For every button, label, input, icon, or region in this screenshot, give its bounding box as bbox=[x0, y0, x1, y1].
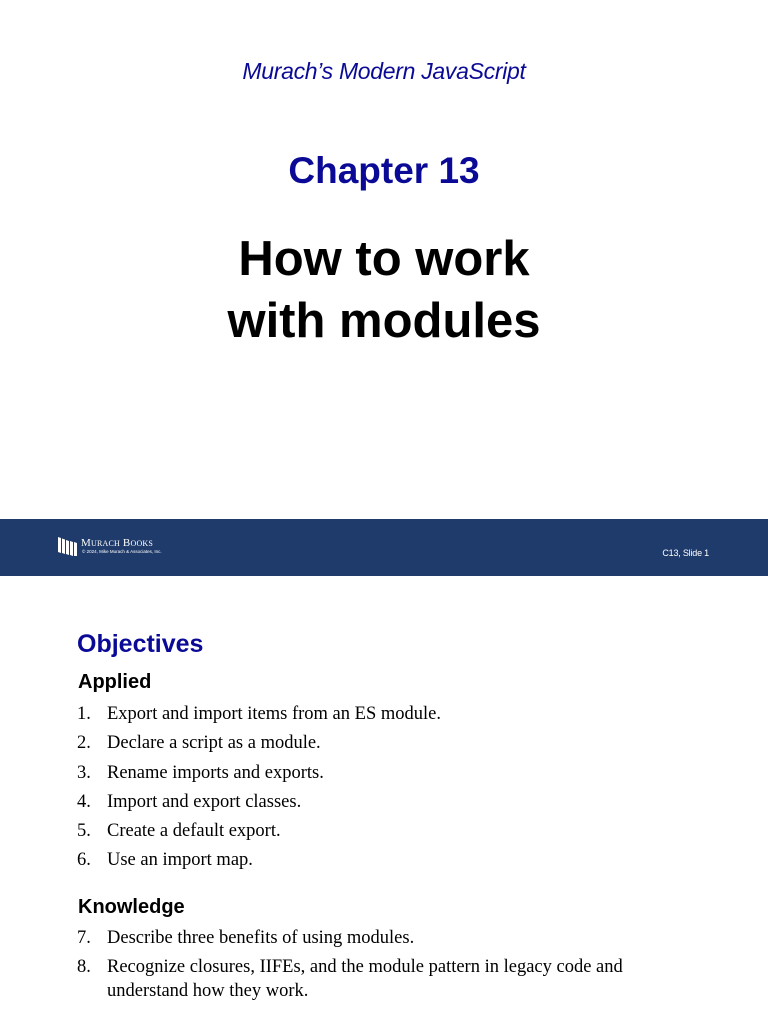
list-item bbox=[77, 926, 667, 950]
logo-name: Murach Books bbox=[81, 537, 154, 549]
item-number: 5. bbox=[77, 821, 91, 842]
list-item bbox=[77, 702, 667, 726]
knowledge-heading: Knowledge bbox=[78, 896, 185, 918]
item-text: Recognize closures, IIFEs, and the module pattern in legacy code and understand how they work. bbox=[107, 957, 623, 1002]
murach-logo bbox=[58, 537, 162, 556]
list-item bbox=[77, 848, 667, 872]
list-item bbox=[77, 955, 667, 1003]
chapter-title-line-1: How to work bbox=[238, 232, 530, 286]
item-text: Describe three benefits of using modules. bbox=[107, 928, 415, 948]
chapter-number: Chapter 13 bbox=[288, 150, 480, 191]
item-number: 3. bbox=[77, 762, 91, 783]
item-text: Export and import items from an ES module. bbox=[107, 704, 441, 724]
footer-banner bbox=[0, 519, 768, 576]
item-number: 1. bbox=[77, 704, 91, 724]
slide-number: C13, Slide 1 bbox=[662, 548, 709, 558]
book-title: Murach’s Modern JavaScript bbox=[242, 58, 526, 84]
item-text: Import and export classes. bbox=[107, 791, 302, 812]
item-text: Declare a script as a module. bbox=[107, 733, 321, 754]
item-number: 6. bbox=[77, 850, 91, 871]
knowledge-list bbox=[77, 926, 667, 1009]
item-number: 8. bbox=[77, 957, 91, 978]
item-number: 2. bbox=[77, 733, 91, 754]
list-item bbox=[77, 731, 667, 755]
logo-copyright: © 2024, Mike Murach & Associates, Inc. bbox=[82, 549, 162, 554]
applied-heading: Applied bbox=[78, 671, 152, 693]
item-number: 7. bbox=[77, 928, 91, 948]
list-item bbox=[77, 819, 667, 843]
objectives-heading: Objectives bbox=[77, 630, 204, 658]
item-text: Create a default export. bbox=[107, 821, 281, 842]
list-item bbox=[77, 790, 667, 814]
murach-books-icon bbox=[58, 537, 77, 556]
item-text: Rename imports and exports. bbox=[107, 762, 324, 783]
list-item bbox=[77, 761, 667, 785]
item-text: Use an import map. bbox=[107, 850, 253, 871]
chapter-title-line-2: with modules bbox=[227, 294, 541, 348]
chapter-title bbox=[0, 228, 768, 352]
applied-list bbox=[77, 702, 667, 878]
item-number: 4. bbox=[77, 791, 91, 812]
